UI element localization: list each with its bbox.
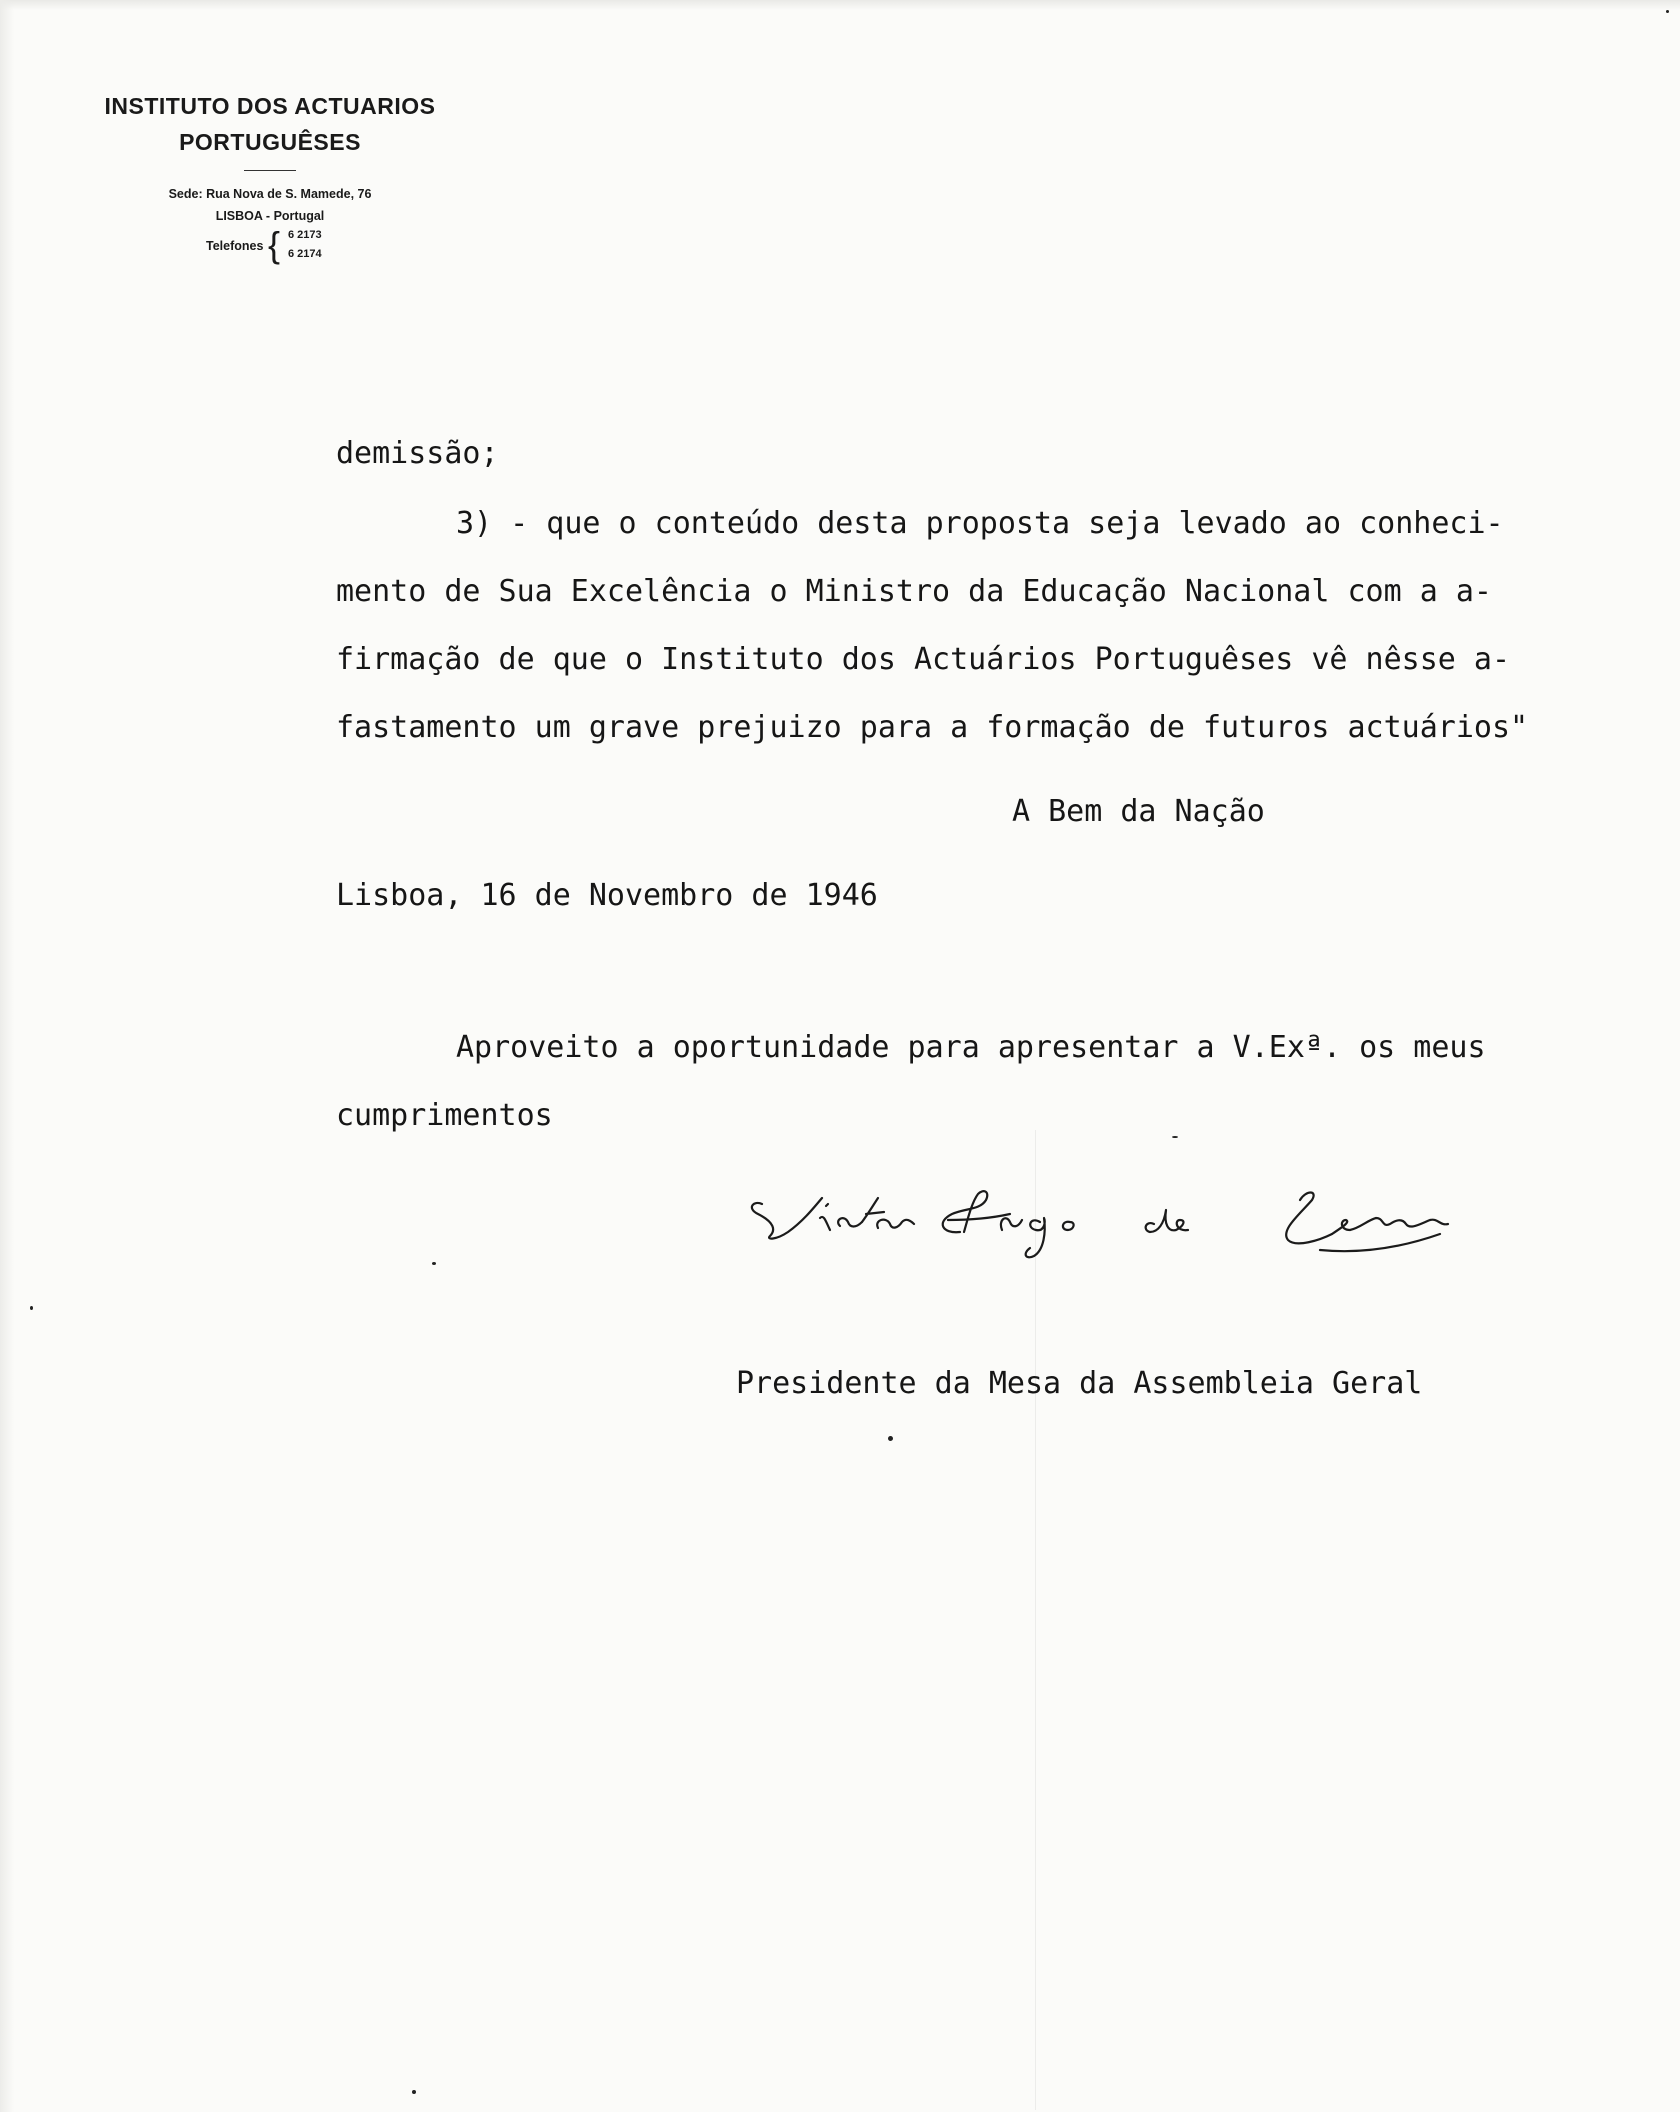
phone-number-1: 6 2173	[288, 229, 322, 241]
scan-speck	[432, 1262, 436, 1265]
scan-speck	[888, 1436, 893, 1441]
brace-glyph: {	[268, 224, 281, 265]
letter-date: Lisboa, 16 de Novembro de 1946	[336, 878, 878, 913]
phone-block	[170, 224, 370, 267]
scan-edge-top	[0, 0, 1680, 10]
letterhead	[80, 88, 460, 267]
institution-name-line-2: PORTUGUÊSES	[179, 129, 361, 155]
phone-number-2: 6 2174	[288, 248, 322, 260]
body-line-2: 3) - que o conteúdo desta proposta seja levado ao conheci-	[456, 506, 1504, 541]
scan-speck	[30, 1306, 33, 1310]
scan-speck	[1172, 1136, 1178, 1138]
closing-line-2: cumprimentos	[336, 1098, 553, 1133]
body-line-5: fastamento um grave prejuizo para a formação de futuros actuários"	[336, 710, 1529, 745]
scan-edge-left	[0, 0, 14, 2112]
salutation: A Bem da Nação	[1012, 794, 1265, 829]
closing-line-1: Aproveito a oportunidade para apresentar a V.Exª. os meus	[456, 1030, 1486, 1065]
signatory-title: Presidente da Mesa da Assembleia Geral	[736, 1366, 1423, 1401]
scan-speck	[412, 2090, 416, 2094]
body-line-3: mento de Sua Excelência o Ministro da Educação Nacional com a a-	[336, 574, 1492, 609]
body-line-1: demissão;	[336, 436, 499, 471]
scan-speck	[1666, 10, 1669, 13]
phone-label: Telefones	[206, 239, 264, 253]
handwritten-signature	[740, 1170, 1500, 1280]
institution-address: Sede: Rua Nova de S. Mamede, 76	[168, 187, 372, 201]
letterhead-rule	[244, 170, 296, 171]
body-line-4: firmação de que o Instituto dos Actuários Portuguêses vê nêsse a-	[336, 642, 1510, 677]
institution-city: LISBOA - Portugal	[215, 209, 325, 223]
institution-name-line-1: INSTITUTO DOS ACTUARIOS	[104, 93, 436, 119]
